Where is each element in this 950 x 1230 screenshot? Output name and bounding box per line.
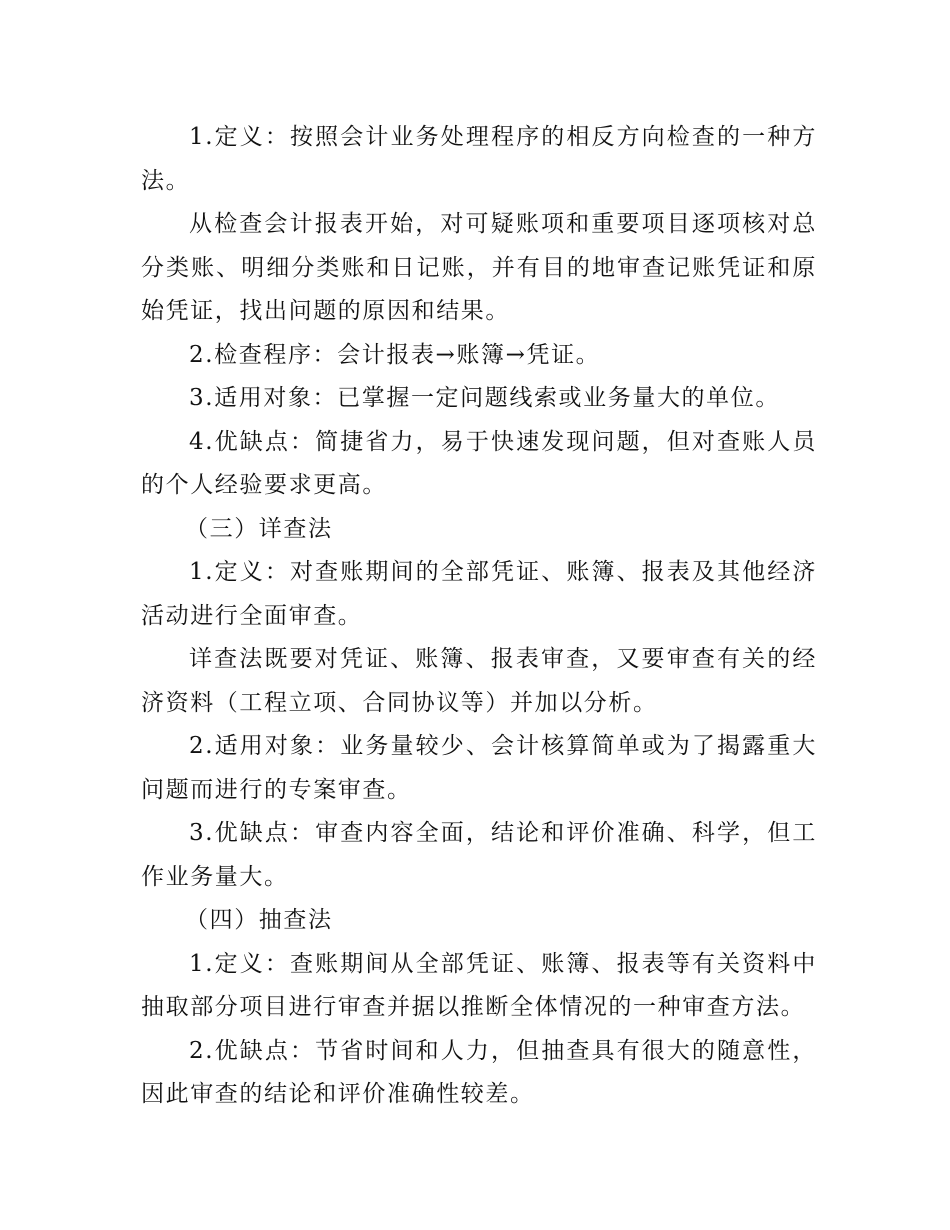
paragraph-applicable-objects-detailed: 2.适用对象：业务量较少、会计核算简单或为了揭露重大问题而进行的专案审查。 [141, 733, 817, 803]
paragraph-pros-cons-detailed: 3.优缺点：审查内容全面，结论和评价准确、科学，但工作业务量大。 [141, 820, 817, 890]
paragraph-reverse-description: 从检查会计报表开始，对可疑账项和重要项目逐项核对总分类账、明细分类账和日记账，并有目的地审查记账凭证和原始凭证，找出问题的原因和结果。 [141, 211, 817, 324]
paragraph-applicable-objects: 3.适用对象：已掌握一定问题线索或业务量大的单位。 [189, 385, 780, 411]
section-heading-sampling-check: （四）抽查法 [185, 907, 333, 933]
paragraph-definition-sampling: 1.定义：查账期间从全部凭证、账簿、报表等有关资料中抽取部分项目进行审查并据以推断全体情况的一种审查方法。 [141, 950, 817, 1020]
section-heading-detailed-check: （三）详查法 [185, 515, 333, 542]
paragraph-detailed-description: 详查法既要对凭证、账簿、报表审查，又要审查有关的经济资料（工程立项、合同协议等）并加以分析。 [141, 646, 817, 716]
paragraph-pros-cons-sampling: 2.优缺点：节省时间和人力，但抽查具有很大的随意性，因此审查的结论和评价准确性较差。 [141, 1037, 817, 1107]
document-body [141, 116, 817, 1117]
paragraph-definition-reverse: 1.定义：按照会计业务处理程序的相反方向检查的一种方法。 [141, 124, 817, 194]
paragraph-pros-cons-reverse: 4.优缺点：简捷省力，易于快速发现问题，但对查账人员的个人经验要求更高。 [141, 428, 817, 498]
paragraph-definition-detailed: 1.定义：对查账期间的全部凭证、账簿、报表及其他经济活动进行全面审查。 [141, 559, 817, 629]
paragraph-check-procedure: 2.检查程序：会计报表→账簿→凭证。 [189, 341, 601, 368]
